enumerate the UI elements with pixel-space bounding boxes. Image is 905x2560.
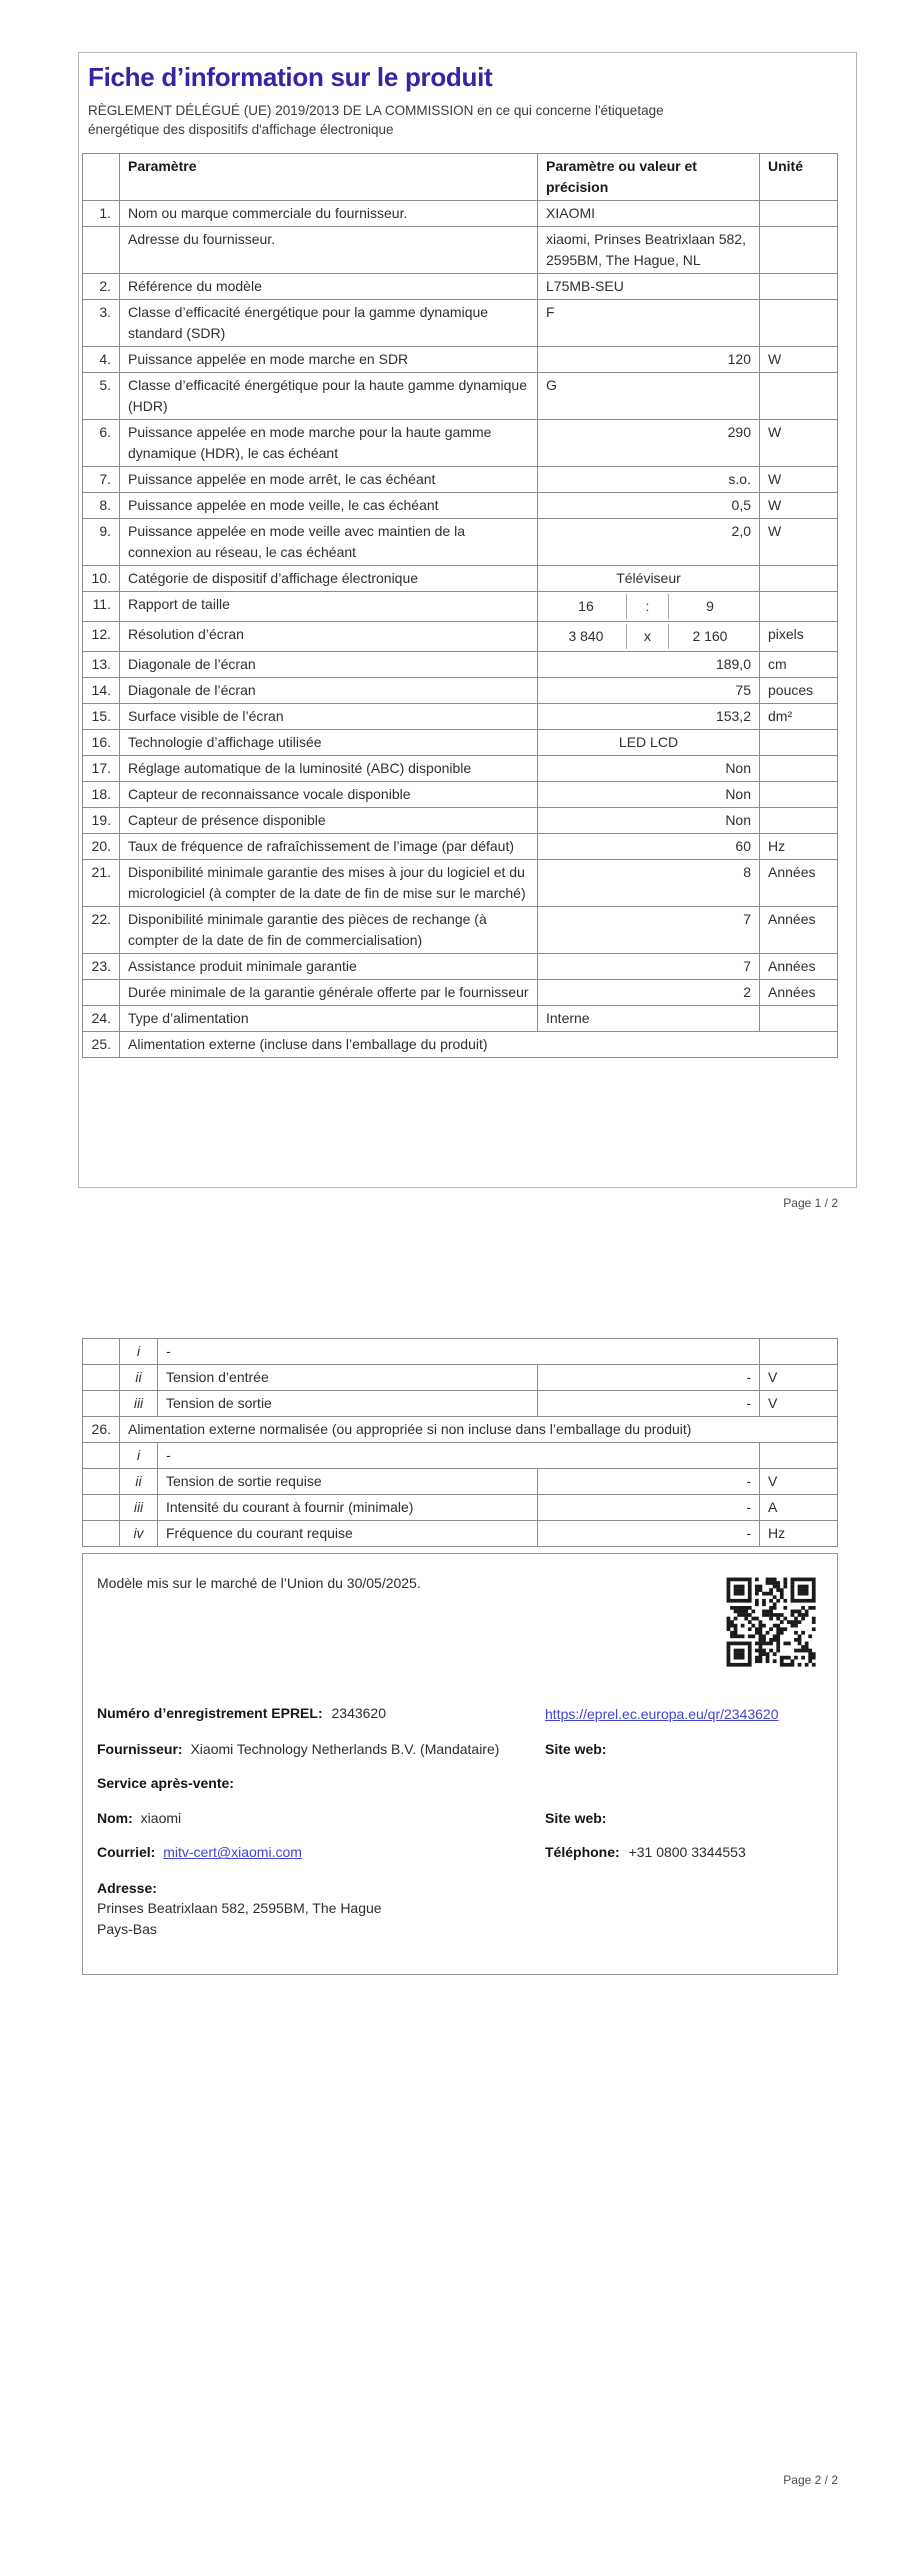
- table-row: [83, 1391, 838, 1417]
- table-row: [83, 703, 838, 729]
- param-number-cell: 5.: [83, 372, 120, 419]
- table-row: [83, 755, 838, 781]
- param-number-cell: 25.: [83, 1031, 120, 1057]
- param-unit-cell: Années: [760, 953, 838, 979]
- param-subvalue: 9: [706, 597, 714, 614]
- table-row: [83, 621, 838, 651]
- table-row: [83, 518, 838, 565]
- table-row: [83, 346, 838, 372]
- param-unit-cell: [760, 781, 838, 807]
- param-number-cell: 18.: [83, 781, 120, 807]
- after-sales-label: Service après-vente:: [97, 1775, 234, 1792]
- param-label-cell: Diagonale de l’écran: [120, 651, 538, 677]
- param-unit-cell: W: [760, 492, 838, 518]
- table-row: [83, 1417, 838, 1443]
- param-number-cell: 13.: [83, 651, 120, 677]
- table-row: [83, 953, 838, 979]
- param-number-cell: 20.: [83, 833, 120, 859]
- email-label: Courriel:: [97, 1844, 156, 1861]
- param-label-cell: Puissance appelée en mode veille avec maintien de la connexion au réseau, le cas échéant: [120, 518, 538, 565]
- roman-index-cell: i: [120, 1339, 158, 1365]
- param-value-cell: Non: [538, 755, 760, 781]
- param-value-cell: -: [537, 1469, 759, 1495]
- param-unit-cell: W: [760, 346, 838, 372]
- param-label-cell: Alimentation externe normalisée (ou appropriée si non incluse dans l’emballage du produit): [120, 1417, 838, 1443]
- supplier-details-grid: [97, 1704, 823, 1939]
- param-number-cell: 12.: [83, 621, 120, 651]
- param-value-cell: 2,0: [538, 518, 760, 565]
- param-label-cell: Taux de fréquence de rafraîchissement de l’image (par défaut): [120, 833, 538, 859]
- param-label-cell: Réglage automatique de la luminosité (ABC) disponible: [120, 755, 538, 781]
- param-value-cell: [538, 591, 760, 621]
- eprel-label: Numéro d’enregistrement EPREL:: [97, 1704, 323, 1721]
- empty-cell: [545, 1774, 823, 1794]
- param-value-cell: Interne: [538, 1005, 760, 1031]
- param-number-cell: [83, 1365, 120, 1391]
- page1-sheet: [78, 52, 857, 1188]
- param-label-cell: -: [158, 1443, 760, 1469]
- param-label-cell: Alimentation externe (incluse dans l’emballage du produit): [120, 1031, 838, 1057]
- param-unit-cell: cm: [760, 651, 838, 677]
- roman-index-cell: iv: [120, 1521, 158, 1547]
- param-label-cell: Durée minimale de la garantie générale offerte par le fournisseur: [120, 979, 538, 1005]
- param-label-cell: Capteur de présence disponible: [120, 807, 538, 833]
- param-unit-cell: [760, 1005, 838, 1031]
- table-row: [83, 1521, 838, 1547]
- empty-cell: [545, 1878, 823, 1939]
- param-subvalue: 2 160: [692, 627, 728, 644]
- param-label-cell: Puissance appelée en mode veille, le cas échéant: [120, 492, 538, 518]
- param-value-cell: 7: [538, 906, 760, 953]
- param-number-cell: 10.: [83, 565, 120, 591]
- param-value-cell: 0,5: [538, 492, 760, 518]
- phone-label: Téléphone:: [545, 1844, 620, 1861]
- param-value-cell: Téléviseur: [538, 565, 760, 591]
- roman-index-cell: ii: [120, 1469, 158, 1495]
- param-value-cell: L75MB-SEU: [538, 273, 760, 299]
- param-unit-cell: [760, 755, 838, 781]
- param-number-cell: [83, 1391, 120, 1417]
- param-label-cell: Assistance produit minimale garantie: [120, 953, 538, 979]
- table-row: [83, 1495, 838, 1521]
- supplier-label: Fournisseur:: [97, 1740, 183, 1757]
- param-label-cell: Puissance appelée en mode arrêt, le cas échéant: [120, 466, 538, 492]
- param-label-cell: Puissance appelée en mode marche pour la haute gamme dynamique (HDR), le cas échéant: [120, 419, 538, 466]
- table-row: [83, 781, 838, 807]
- roman-index-cell: ii: [120, 1365, 158, 1391]
- param-label-cell: Catégorie de dispositif d’affichage électronique: [120, 565, 538, 591]
- table-row: [83, 492, 838, 518]
- split-value-group: [546, 624, 751, 649]
- email-row: [97, 1843, 545, 1863]
- param-subvalue: 3 840: [568, 627, 604, 644]
- param-subvalue: 16: [578, 597, 594, 614]
- param-label-cell: Disponibilité minimale garantie des pièces de rechange (à compter de la date de fin de commercialisation): [120, 906, 538, 953]
- param-unit-cell: [760, 1443, 838, 1469]
- website-label-2: Site web:: [545, 1809, 607, 1826]
- table-row: [83, 729, 838, 755]
- param-unit-cell: V: [760, 1365, 838, 1391]
- param-unit-cell: Années: [760, 979, 838, 1005]
- website-row-1: [545, 1740, 823, 1760]
- table-row: [83, 677, 838, 703]
- param-value-cell: XIAOMI: [538, 200, 760, 226]
- table-row: [83, 419, 838, 466]
- param-number-cell: [83, 1521, 120, 1547]
- product-parameters-table: [82, 153, 838, 1058]
- name-label: Nom:: [97, 1809, 133, 1826]
- eprel-registration: [97, 1704, 545, 1725]
- table-row: [83, 299, 838, 346]
- table-row: [83, 1443, 838, 1469]
- param-label-cell: Résolution d’écran: [120, 621, 538, 651]
- table-row: [83, 1005, 838, 1031]
- supplier-info-box: [82, 1553, 838, 1975]
- param-value-cell: s.o.: [538, 466, 760, 492]
- param-unit-cell: [760, 372, 838, 419]
- param-number-cell: [83, 226, 120, 273]
- param-number-cell: 4.: [83, 346, 120, 372]
- param-value-cell: Non: [538, 781, 760, 807]
- param-number-cell: 3.: [83, 299, 120, 346]
- param-label-cell: Diagonale de l’écran: [120, 677, 538, 703]
- table-row: [83, 466, 838, 492]
- param-unit-cell: dm²: [760, 703, 838, 729]
- roman-index-cell: iii: [120, 1391, 158, 1417]
- roman-index-cell: i: [120, 1443, 158, 1469]
- split-value-group: [546, 594, 751, 619]
- param-number-cell: [83, 1495, 120, 1521]
- param-label-cell: Rapport de taille: [120, 591, 538, 621]
- param-value-cell: -: [537, 1365, 759, 1391]
- param-label-cell: Classe d’efficacité énergétique pour la haute gamme dynamique (HDR): [120, 372, 538, 419]
- param-number-cell: 19.: [83, 807, 120, 833]
- regulation-subtitle: RÈGLEMENT DÉLÉGUÉ (UE) 2019/2013 DE LA COMMISSION en ce qui concerne l'étiquetage énergétique des dispositifs d'affichage électronique: [88, 103, 664, 137]
- phone-value: +31 0800 3344553: [628, 1844, 746, 1861]
- param-number-cell: 8.: [83, 492, 120, 518]
- eprel-number: 2343620: [331, 1704, 387, 1721]
- param-number-cell: 17.: [83, 755, 120, 781]
- param-unit-cell: [760, 226, 838, 273]
- param-number-cell: 15.: [83, 703, 120, 729]
- param-unit-cell: [760, 565, 838, 591]
- table-row: [83, 1469, 838, 1495]
- param-unit-cell: V: [760, 1391, 838, 1417]
- param-unit-cell: [760, 1339, 838, 1365]
- param-number-cell: 11.: [83, 591, 120, 621]
- supplier-name: Xiaomi Technology Netherlands B.V. (Mandataire): [190, 1740, 500, 1757]
- website-label-1: Site web:: [545, 1740, 607, 1757]
- param-value-cell: 7: [538, 953, 760, 979]
- param-unit-cell: [760, 807, 838, 833]
- table-row: [83, 273, 838, 299]
- table-row: [83, 1031, 838, 1057]
- param-label-cell: Fréquence du courant requise: [158, 1521, 538, 1547]
- param-subvalue: x: [626, 624, 669, 649]
- param-label-cell: Surface visible de l’écran: [120, 703, 538, 729]
- header-parametre: Paramètre: [120, 153, 538, 200]
- table-header-row: [83, 153, 838, 200]
- param-value-cell: G: [538, 372, 760, 419]
- param-label-cell: Technologie d’affichage utilisée: [120, 729, 538, 755]
- param-value-cell: F: [538, 299, 760, 346]
- param-label-cell: Type d’alimentation: [120, 1005, 538, 1031]
- param-value-cell: -: [537, 1495, 759, 1521]
- page-title: Fiche d’information sur le produit: [88, 62, 493, 92]
- param-label-cell: Disponibilité minimale garantie des mises à jour du logiciel et du micrologiciel (à compter de la date de fin de mise sur le marché): [120, 859, 538, 906]
- table-row: [83, 200, 838, 226]
- param-unit-cell: pixels: [760, 621, 838, 651]
- param-unit-cell: pouces: [760, 677, 838, 703]
- address-line-2: Pays-Bas: [97, 1920, 157, 1937]
- name-value: xiaomi: [140, 1809, 182, 1826]
- service-name-row: [97, 1809, 545, 1829]
- param-label-cell: Référence du modèle: [120, 273, 538, 299]
- param-label-cell: Nom ou marque commerciale du fournisseur.: [120, 200, 538, 226]
- param-value-cell: 8: [538, 859, 760, 906]
- address-label: Adresse:: [97, 1879, 157, 1896]
- phone-row: [545, 1843, 823, 1863]
- table-row: [83, 807, 838, 833]
- param-number-cell: 24.: [83, 1005, 120, 1031]
- after-sales-row: [97, 1774, 545, 1794]
- table-row: [83, 833, 838, 859]
- param-number-cell: 16.: [83, 729, 120, 755]
- param-number-cell: [83, 979, 120, 1005]
- email-link[interactable]: mitv-cert@xiaomi.com: [163, 1844, 302, 1861]
- market-date-line: Modèle mis sur le marché de l’Union du 30/05/2025.: [97, 1575, 421, 1591]
- header-empty-cell: [83, 153, 120, 200]
- param-number-cell: 23.: [83, 953, 120, 979]
- param-label-cell: Adresse du fournisseur.: [120, 226, 538, 273]
- param-unit-cell: [760, 729, 838, 755]
- param-number-cell: [83, 1339, 120, 1365]
- param-value-cell: 120: [538, 346, 760, 372]
- header-unite: Unité: [760, 153, 838, 200]
- table-row: [83, 1365, 838, 1391]
- param-value-cell: 153,2: [538, 703, 760, 729]
- param-unit-cell: [760, 591, 838, 621]
- param-unit-cell: A: [760, 1495, 838, 1521]
- param-label-cell: Tension de sortie: [158, 1391, 538, 1417]
- param-unit-cell: V: [760, 1469, 838, 1495]
- param-number-cell: 6.: [83, 419, 120, 466]
- param-value-cell: 2: [538, 979, 760, 1005]
- table-row: [83, 651, 838, 677]
- param-unit-cell: Hz: [760, 1521, 838, 1547]
- param-number-cell: 26.: [83, 1417, 120, 1443]
- param-label-cell: -: [158, 1339, 760, 1365]
- param-number-cell: 22.: [83, 906, 120, 953]
- param-unit-cell: [760, 200, 838, 226]
- param-value-cell: -: [537, 1521, 759, 1547]
- param-label-cell: Puissance appelée en mode marche en SDR: [120, 346, 538, 372]
- param-label-cell: Tension d’entrée: [158, 1365, 538, 1391]
- address-line-1: Prinses Beatrixlaan 582, 2595BM, The Hague: [97, 1900, 382, 1917]
- param-value-cell: 189,0: [538, 651, 760, 677]
- table-row: [83, 859, 838, 906]
- header-valeur: Paramètre ou valeur et précision: [538, 153, 760, 200]
- param-value-cell: -: [537, 1391, 759, 1417]
- table-row: [83, 565, 838, 591]
- eprel-link[interactable]: https://eprel.ec.europa.eu/qr/2343620: [545, 1705, 779, 1722]
- param-number-cell: 21.: [83, 859, 120, 906]
- website-row-2: [545, 1809, 823, 1829]
- param-label-cell: Intensité du courant à fournir (minimale): [158, 1495, 538, 1521]
- param-label-cell: Capteur de reconnaissance vocale disponible: [120, 781, 538, 807]
- param-value-cell: 290: [538, 419, 760, 466]
- param-unit-cell: Années: [760, 859, 838, 906]
- param-value-cell: Non: [538, 807, 760, 833]
- param-value-cell: [538, 621, 760, 651]
- table-row: [83, 906, 838, 953]
- supplier-row: [97, 1740, 545, 1760]
- param-number-cell: 9.: [83, 518, 120, 565]
- param-unit-cell: [760, 273, 838, 299]
- param-number-cell: 14.: [83, 677, 120, 703]
- page2-footer: Page 2 / 2: [783, 2473, 838, 2487]
- param-unit-cell: [760, 299, 838, 346]
- param-unit-cell: Années: [760, 906, 838, 953]
- param-number-cell: 2.: [83, 273, 120, 299]
- address-block: [97, 1878, 545, 1939]
- param-value-cell: LED LCD: [538, 729, 760, 755]
- table-row: [83, 1339, 838, 1365]
- param-subvalue: :: [626, 594, 669, 619]
- power-supply-table: [82, 1338, 838, 1547]
- eprel-link-cell: [545, 1704, 823, 1725]
- param-label-cell: Tension de sortie requise: [158, 1469, 538, 1495]
- table-row: [83, 372, 838, 419]
- param-value-cell: xiaomi, Prinses Beatrixlaan 582, 2595BM, The Hague, NL: [538, 226, 760, 273]
- table-row: [83, 979, 838, 1005]
- table-row: [83, 226, 838, 273]
- param-unit-cell: Hz: [760, 833, 838, 859]
- param-unit-cell: W: [760, 518, 838, 565]
- page1-footer: Page 1 / 2: [783, 1196, 838, 1210]
- param-number-cell: 7.: [83, 466, 120, 492]
- param-label-cell: Classe d’efficacité énergétique pour la gamme dynamique standard (SDR): [120, 299, 538, 346]
- param-unit-cell: W: [760, 466, 838, 492]
- param-value-cell: 75: [538, 677, 760, 703]
- param-number-cell: [83, 1443, 120, 1469]
- roman-index-cell: iii: [120, 1495, 158, 1521]
- param-number-cell: [83, 1469, 120, 1495]
- table-row: [83, 591, 838, 621]
- param-unit-cell: W: [760, 419, 838, 466]
- qr-code: [723, 1574, 819, 1670]
- param-number-cell: 1.: [83, 200, 120, 226]
- param-value-cell: 60: [538, 833, 760, 859]
